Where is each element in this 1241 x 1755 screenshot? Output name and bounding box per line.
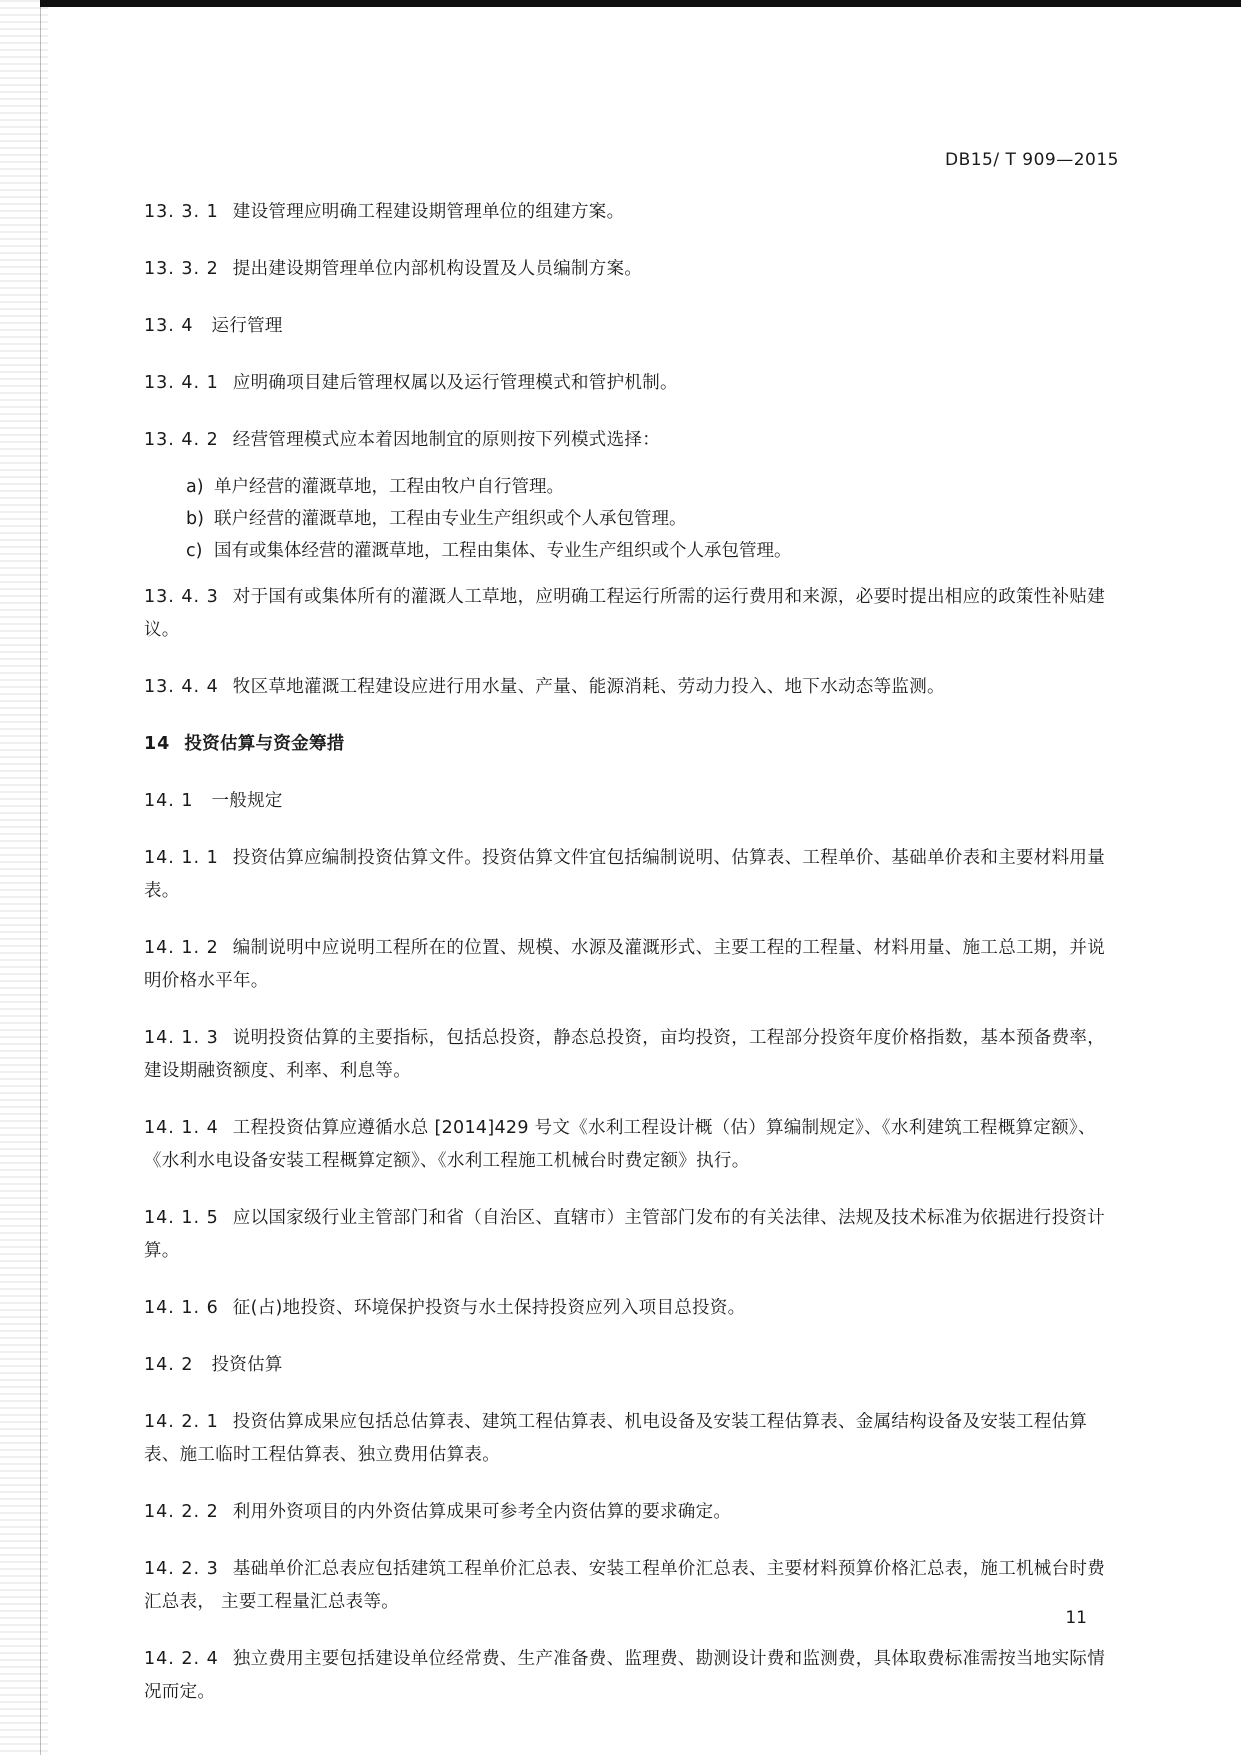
clause-14-2-3: 14. 2. 3 基础单价汇总表应包括建筑工程单价汇总表、安装工程单价汇总表、主要材料预算价格汇总表，施工机械台时费汇总表， 主要工程量汇总表等。 <box>144 1559 1105 1612</box>
clause-14-2-4: 14. 2. 4 独立费用主要包括建设单位经常费、生产准备费、监理费、勘测设计费和监测费，具体取费标准需按当地实际情况而定。 <box>144 1649 1105 1702</box>
top-edge-rule <box>40 0 1241 7</box>
list-item-c: c) 国有或集体经营的灌溉草地，工程由集体、专业生产组织或个人承包管理。 <box>186 541 792 561</box>
section-heading-13-4: 13. 4 运行管理 <box>144 316 283 336</box>
clause-13-4-1: 13. 4. 1 应明确项目建后管理权属以及运行管理模式和管护机制。 <box>144 373 678 393</box>
list-item-b: b) 联户经营的灌溉草地，工程由专业生产组织或个人承包管理。 <box>186 509 687 529</box>
clause-14-1-6: 14. 1. 6 征(占)地投资、环境保护投资与水土保持投资应列入项目总投资。 <box>144 1298 746 1318</box>
clause-14-1-3: 14. 1. 3 说明投资估算的主要指标，包括总投资，静态总投资，亩均投资，工程部分投资年度价格指数，基本预备费率，建设期融资额度、利率、利息等。 <box>144 1028 1105 1081</box>
scan-margin-edge <box>40 0 41 1755</box>
clause-13-4-4: 13. 4. 4 牧区草地灌溉工程建设应进行用水量、产量、能源消耗、劳动力投入、地下水动态等监测。 <box>144 677 945 697</box>
clause-14-1-4: 14. 1. 4 工程投资估算应遵循水总 [2014]429 号文《水利工程设计概（估）算编制规定》、《水利建筑工程概算定额》、《水利水电设备安装工程概算定额》、《水利工程施工机械台时费定额》执行。 <box>144 1118 1096 1171</box>
section-heading-14-2: 14. 2 投资估算 <box>144 1355 283 1375</box>
clause-14-1-2: 14. 1. 2 编制说明中应说明工程所在的位置、规模、水源及灌溉形式、主要工程的工程量、材料用量、施工总工期，并说明价格水平年。 <box>144 938 1105 991</box>
page-number: 11 <box>1065 1608 1087 1628</box>
list-item-a: a) 单户经营的灌溉草地，工程由牧户自行管理。 <box>186 477 564 497</box>
page-content <box>144 196 1122 1709</box>
clause-14-1-1: 14. 1. 1 投资估算应编制投资估算文件。投资估算文件宜包括编制说明、估算表、工程单价、基础单价表和主要材料用量表。 <box>144 848 1105 901</box>
clause-13-4-3: 13. 4. 3 对于国有或集体所有的灌溉人工草地，应明确工程运行所需的运行费用和来源，必要时提出相应的政策性补贴建议。 <box>144 587 1105 640</box>
document-code: DB15/ T 909—2015 <box>944 150 1119 170</box>
section-heading-14-1: 14. 1 一般规定 <box>144 791 283 811</box>
clause-13-4-2: 13. 4. 2 经营管理模式应本着因地制宜的原则按下列模式选择： <box>144 430 660 450</box>
clause-14-1-5: 14. 1. 5 应以国家级行业主管部门和省（自治区、直辖市）主管部门发布的有关法律、法规及技术标准为依据进行投资计算。 <box>144 1208 1105 1261</box>
clause-13-3-2: 13. 3. 2 提出建设期管理单位内部机构设置及人员编制方案。 <box>144 259 643 279</box>
chapter-heading-14: 14 投资估算与资金筹措 <box>144 734 345 754</box>
clause-14-2-1: 14. 2. 1 投资估算成果应包括总估算表、建筑工程估算表、机电设备及安装工程估算表、金属结构设备及安装工程估算表、施工临时工程估算表、独立费用估算表。 <box>144 1412 1088 1465</box>
clause-14-2-2: 14. 2. 2 利用外资项目的内外资估算成果可参考全内资估算的要求确定。 <box>144 1502 732 1522</box>
clause-13-3-1: 13. 3. 1 建设管理应明确工程建设期管理单位的组建方案。 <box>144 202 625 222</box>
